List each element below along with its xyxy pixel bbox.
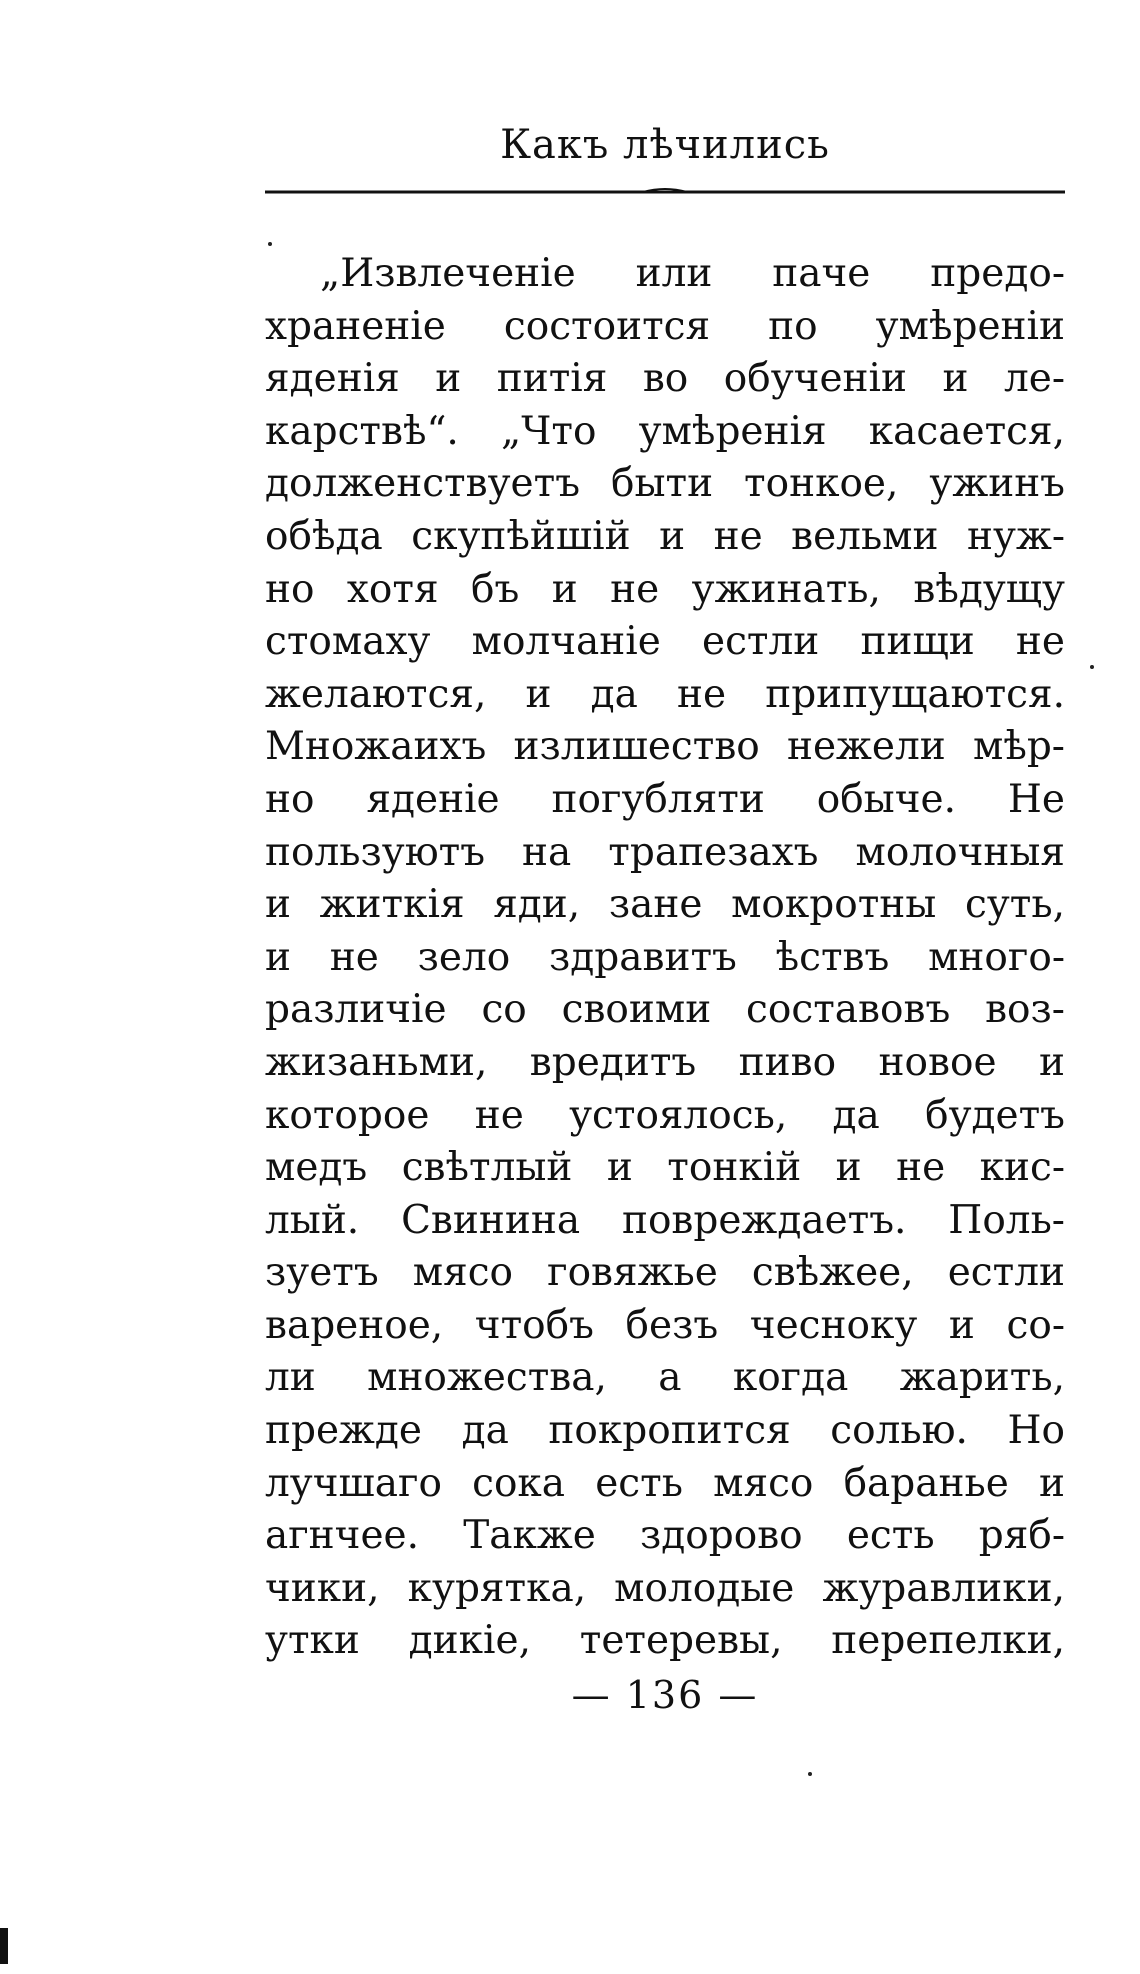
text-line: различіе со своими составовъ воз-	[265, 987, 1065, 1033]
text-line: желаются, и да не припущаются.	[265, 671, 1065, 717]
text-line: обѣда скупѣйшій и не вельми нуж-	[265, 513, 1065, 559]
text-line: „Извлеченіе или паче предо-	[320, 251, 1065, 296]
text-line: агнчее. Также здорово есть ряб-	[265, 1513, 1065, 1559]
text-line: но яденіе погубляти обыче. Не	[265, 776, 1065, 822]
header-rule	[265, 186, 1065, 200]
text-line: утки дикіе, тетеревы, перепелки,	[265, 1618, 1065, 1664]
text-line: храненіе состоится по умѣреніи	[265, 303, 1065, 349]
text-line: зуетъ мясо говяжье свѣжее, естли	[265, 1250, 1065, 1296]
text-line: долженствуетъ быти тонкое, ужинъ	[265, 461, 1065, 507]
print-speck	[1090, 665, 1094, 669]
text-line: которое не устоялось, да будетъ	[265, 1092, 1065, 1138]
page-edge-mark	[0, 1928, 8, 1964]
text-line: вареное, чтобъ безъ чесноку и со-	[265, 1302, 1065, 1348]
text-line: Множаихъ излишество нежели мѣр-	[265, 724, 1065, 770]
text-line: стомаху молчаніе естли пищи не	[265, 619, 1065, 665]
text-line: пользуютъ на трапезахъ молочныя	[265, 829, 1065, 875]
text-line: лучшаго сока есть мясо баранье и	[265, 1460, 1065, 1506]
running-head: Какъ лѣчились	[500, 122, 830, 168]
text-line: чики, курятка, молодые журавлики,	[265, 1565, 1065, 1611]
text-line: прежде да покропится солью. Но	[265, 1408, 1065, 1454]
text-line: яденія и питія во обученіи и ле-	[265, 356, 1065, 402]
print-speck	[268, 242, 272, 246]
text-line: и житкія яди, зане мокротны суть,	[265, 882, 1065, 928]
text-line: лый. Свинина повреждаетъ. Поль-	[265, 1197, 1065, 1243]
text-line: карствѣ“. „Что умѣренія касается,	[265, 408, 1065, 454]
print-speck	[808, 1772, 812, 1776]
text-line: ли множества, а когда жарить,	[265, 1355, 1065, 1401]
page-number: — 136 —	[571, 1673, 759, 1717]
text-line: но хотя бъ и не ужинать, вѣдущу	[265, 566, 1065, 612]
text-line: жизаньми, вредитъ пиво новое и	[265, 1039, 1065, 1085]
body-text	[265, 248, 1065, 1668]
text-line: медъ свѣтлый и тонкій и не кис-	[265, 1145, 1065, 1191]
text-line: и не зело здравитъ ѣствъ много-	[265, 934, 1065, 980]
